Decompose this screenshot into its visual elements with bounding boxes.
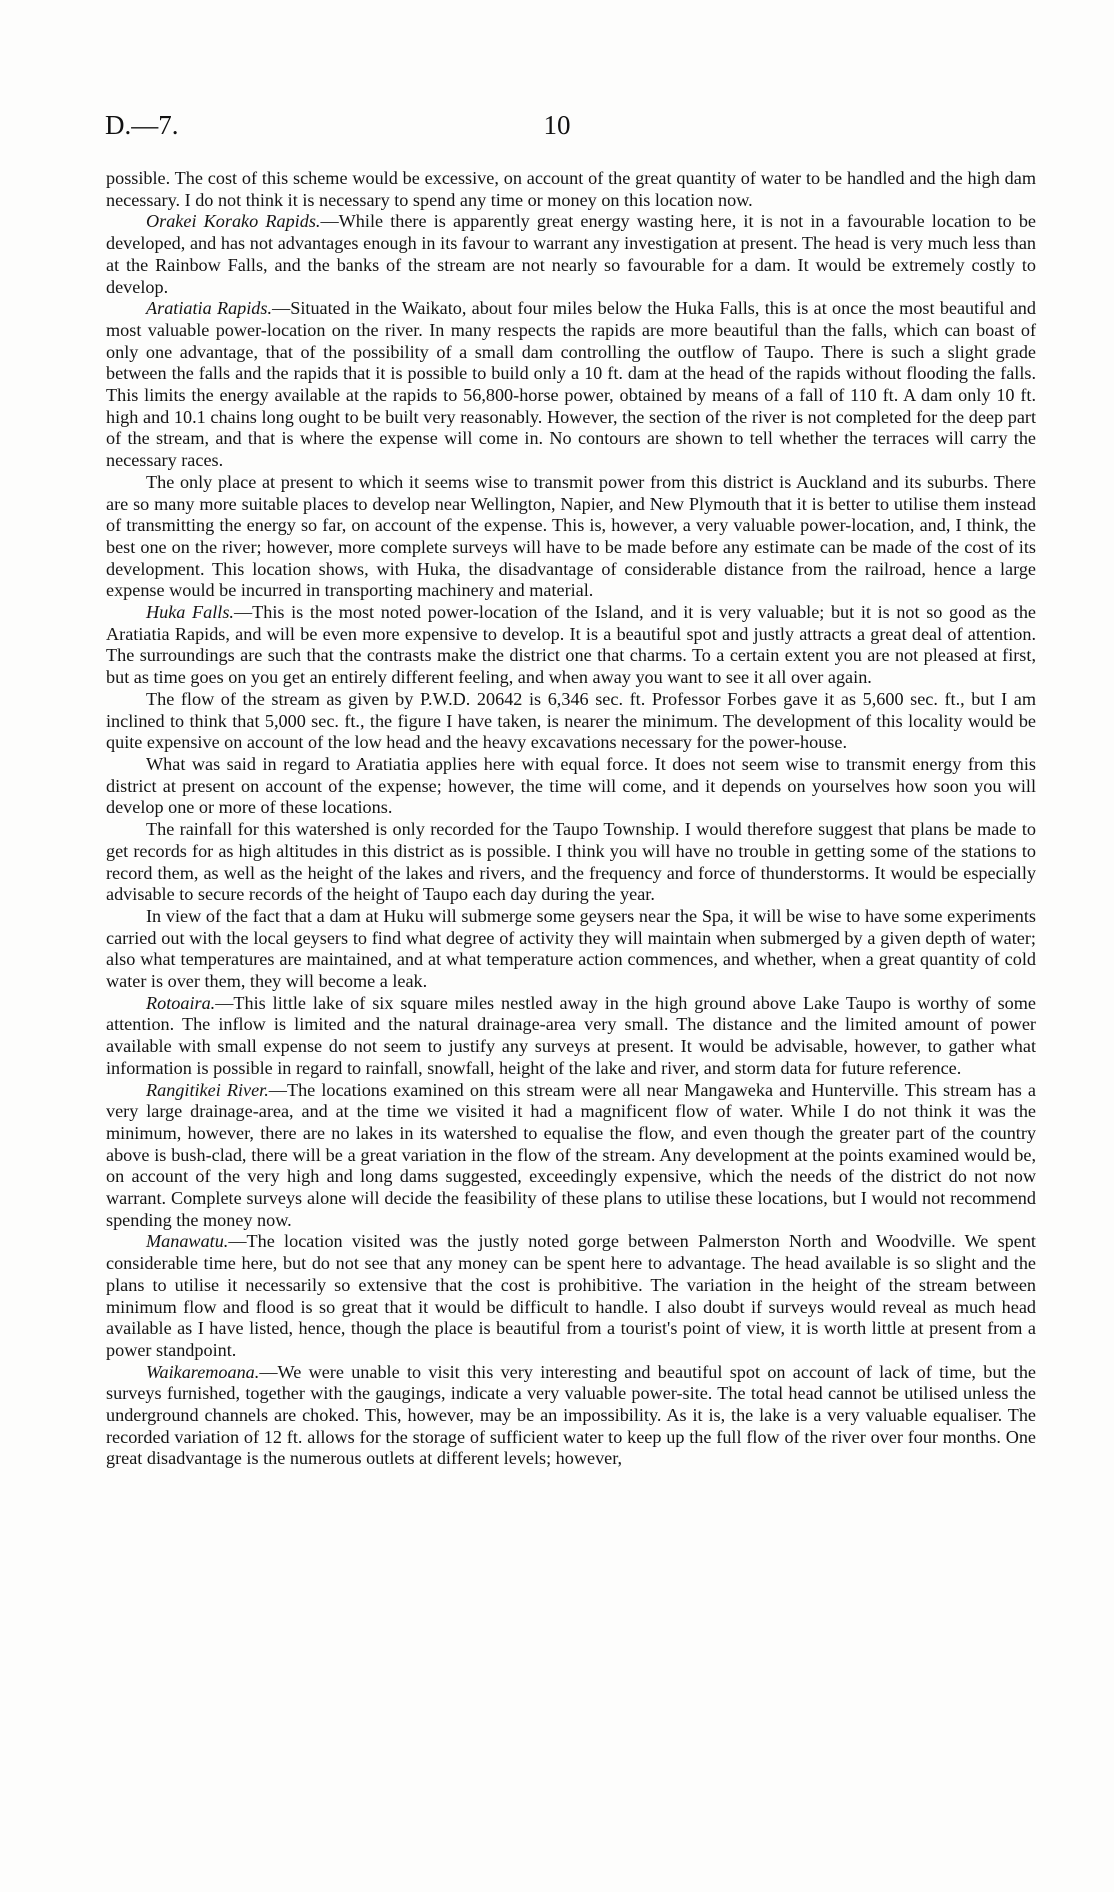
paragraph-text: —The location visited was the justly noted gorge between Palmerston North and Woodville. We spent considerable time here, but do not see that any money can be spent here to advantage. The head available is so slight and the plans to utilise it necessarily so extensive that the cost is prohibitive. The variation in the height of the stream between minimum flow and flood is so great that it would be difficult to handle. I also doubt if surveys would reveal as much head available as I have listed, hence, though the place is beautiful from a tourist's point of view, it is worth little at present from a power standpoint.	[106, 1231, 1036, 1360]
paragraph	[106, 298, 1036, 472]
section-heading: Rotoaira.	[146, 992, 216, 1013]
paragraph	[106, 906, 1036, 993]
section-heading: Orakei Korako Rapids.	[146, 211, 321, 232]
paragraph-text: —This is the most noted power-location of the Island, and it is very valuable; but it is not so good as the Aratiatia Rapids, and will be even more expensive to develop. It is a beautiful spot and justly attracts a great deal of attention. The surroundings are such that the contrasts make the district one that charms. To a certain extent you are not pleased at first, but as time goes on you get an entirely different feeling, and when away you want to see it all over again.	[106, 602, 1036, 688]
paragraph-text: The flow of the stream as given by P.W.D. 20642 is 6,346 sec. ft. Professor Forbes gave it as 5,600 sec. ft., but I am inclined to think that 5,000 sec. ft., the figure I have taken, is nearer the minimum. The development of this locality would be quite expensive on account of the low head and the heavy excavations necessary for the power-house.	[106, 688, 1036, 753]
page-number: 10	[543, 110, 571, 140]
paragraph	[106, 168, 1036, 211]
paragraph	[106, 993, 1036, 1080]
page-header	[105, 110, 1009, 146]
paragraph-text: —Situated in the Waikato, about four miles below the Huka Falls, this is at once the most beautiful and most valuable power-location on the river. In many respects the rapids are more beautiful than the falls, which can boast of only one advantage, that of the possibility of a small dam controlling the outflow of Taupo. There is such a slight grade between the falls and the rapids that it is possible to build only a 10 ft. dam at the head of the rapids without flooding the falls. This limits the energy available at the rapids to 56,800-horse power, obtained by means of a fall of 110 ft. A dam only 10 ft. high and 10.1 chains long ought to be built very reasonably. However, the section of the river is not completed for the deep part of the stream, and that is where the expense will come in. No contours are shown to tell whether the terraces will carry the necessary races.	[106, 298, 1036, 471]
section-heading: Huka Falls.	[146, 602, 234, 623]
paragraph-text: —This little lake of six square miles nestled away in the high ground above Lake Taupo is worthy of some attention. The inflow is limited and the natural drainage-area very small. The distance and the limited amount of power available with small expense do not seem to justify any surveys at present. It would be advisable, however, to gather what information is possible in regard to rainfall, snowfall, height of the lake and river, and storm data for future reference.	[106, 992, 1036, 1078]
paragraph	[106, 1080, 1036, 1232]
paragraph-text: possible. The cost of this scheme would be excessive, on account of the great quantity of water to be handled and the high dam necessary. I do not think it is necessary to spend any time or money on this location now.	[106, 168, 1036, 210]
paragraph-text: —The locations examined on this stream were all near Mangaweka and Hunterville. This stream has a very large drainage-area, and at the time we visited it had a magnificent flow of water. While I do not think it was the minimum, however, there are no lakes in its watershed to equalise the flow, and even though the greater part of the country above is bush-clad, there will be a great variation in the flow of the stream. Any development at the points examined would be, on account of the very high and long dams suggested, exceedingly expensive, which the needs of the district do not now warrant. Complete surveys alone will decide the feasibility of these plans to utilise these locations, but I would not recommend spending the money now.	[106, 1079, 1036, 1230]
paragraph	[106, 472, 1036, 602]
paragraph	[106, 689, 1036, 754]
page-reference: D.—7.	[105, 110, 179, 140]
paragraph	[106, 602, 1036, 689]
body-text	[106, 168, 1036, 1470]
section-heading: Manawatu.	[146, 1231, 229, 1252]
paragraph	[106, 819, 1036, 906]
paragraph	[106, 1362, 1036, 1471]
section-heading: Waikaremoana.	[146, 1361, 260, 1382]
paragraph-text: The only place at present to which it seems wise to transmit power from this district is Auckland and its suburbs. There are so many more suitable places to develop near Wellington, Napier, and New Plymouth that it is better to utilise them instead of transmitting the energy so far, on account of the expense. This is, however, a very valuable power-location, and, I think, the best one on the river; however, more complete surveys will have to be made before any estimate can be made of the cost of its development. This location shows, with Huka, the disadvantage of considerable distance from the railroad, hence a large expense would be incurred in transporting machinery and material.	[106, 471, 1036, 601]
paragraph	[106, 1231, 1036, 1361]
paragraph-text: —While there is apparently great energy wasting here, it is not in a favourable location to be developed, and has not advantages enough in its favour to warrant any investigation at present. The head is very much less than at the Rainbow Falls, and the banks of the stream are not nearly so favourable for a dam. It would be extremely costly to develop.	[106, 211, 1036, 297]
paragraph	[106, 211, 1036, 298]
paragraph-text: —We were unable to visit this very interesting and beautiful spot on account of lack of time, but the surveys furnished, together with the gaugings, indicate a very valuable power-site. The total head cannot be utilised unless the underground channels are choked. This, however, may be an impossibility. As it is, the lake is a very valuable equaliser. The recorded variation of 12 ft. allows for the storage of sufficient water to keep up the full flow of the river over four months. One great disadvantage is the numerous outlets at different levels; however,	[106, 1361, 1036, 1469]
section-heading: Rangitikei River.	[146, 1079, 269, 1100]
paragraph	[106, 754, 1036, 819]
paragraph-text: In view of the fact that a dam at Huku will submerge some geysers near the Spa, it will be wise to have some experiments carried out with the local geysers to find what degree of activity they will maintain when submerged by a given depth of water; also what temperatures are maintained, and at what temperature action commences, and whether, when a great quantity of cold water is over them, they will become a leak.	[106, 905, 1036, 992]
section-heading: Aratiatia Rapids.	[146, 298, 273, 319]
paragraph-text: What was said in regard to Aratiatia applies here with equal force. It does not seem wise to transmit energy from this district at present on account of the expense; however, the time will come, and it depends on yourselves how soon you will develop one or more of these locations.	[106, 753, 1036, 818]
paragraph-text: The rainfall for this watershed is only recorded for the Taupo Township. I would therefore suggest that plans be made to get records for as high altitudes in this district as is possible. I think you will have no trouble in getting some of the stations to record them, as well as the height of the lakes and rivers, and the frequency and force of thunderstorms. It would be especially advisable to secure records of the height of Taupo each day during the year.	[106, 819, 1036, 905]
